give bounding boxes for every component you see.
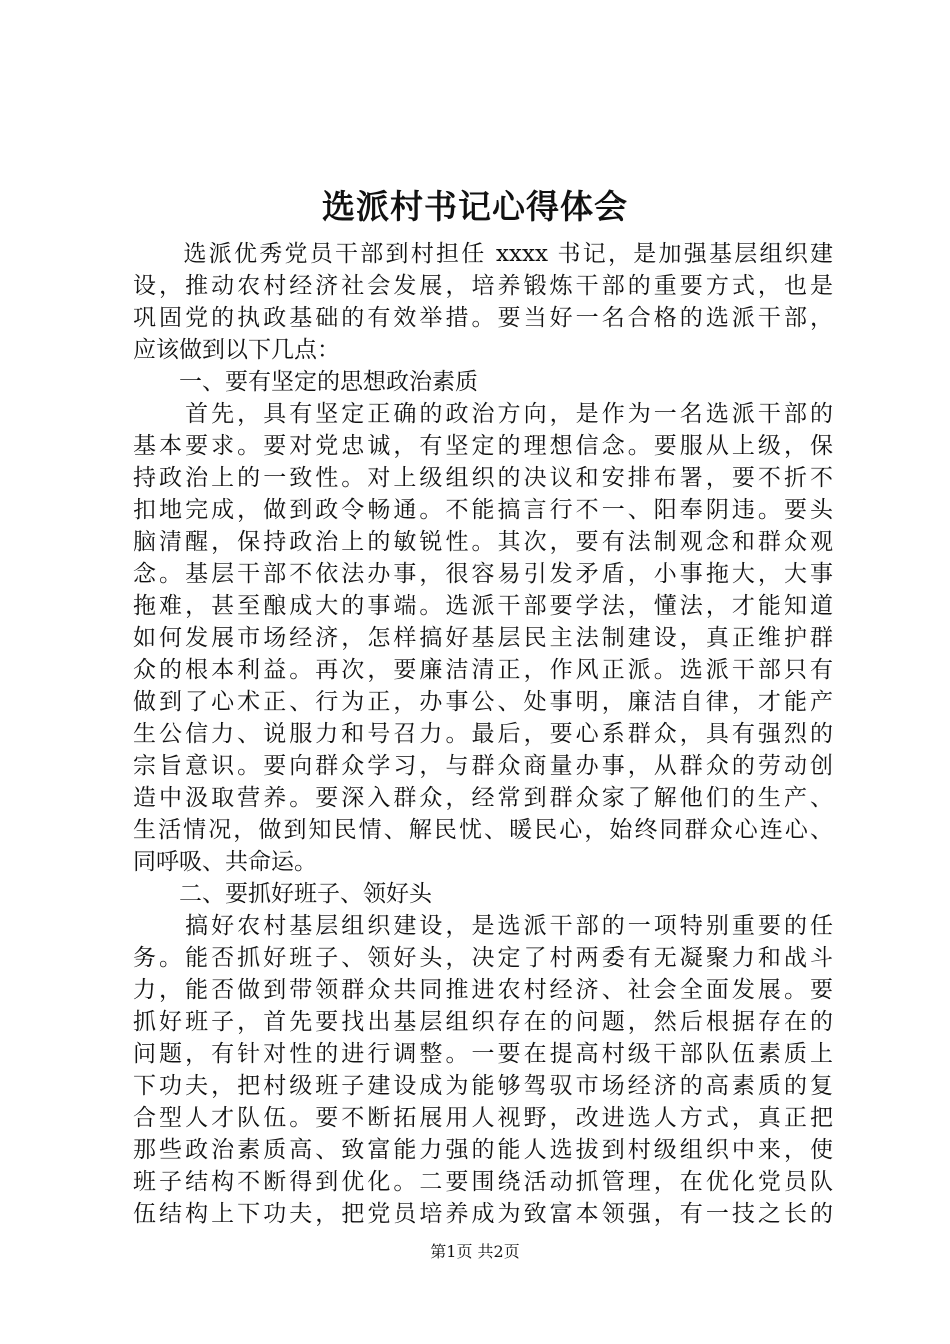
document-title: 选派村书记心得体会 [322,187,628,226]
text-line: 伍结构上下功夫，把党员培养成为致富本领强，有一技之长的 [133,1201,833,1227]
text-line: 宗旨意识。要向群众学习，与群众商量办事，从群众的劳动创 [133,753,833,779]
text-line: 巩固党的执政基础的有效举措。要当好一名合格的选派干部， [133,305,833,331]
text-line: 下功夫，把村级班子建设成为能够驾驭市场经济的高素质的复 [133,1073,833,1099]
text-line: 合型人才队伍。要不断拓展用人视野，改进选人方式，真正把 [133,1105,833,1131]
text-line: 力，能否做到带领群众共同推进农村经济、社会全面发展。要 [133,977,833,1003]
text-line: 拖难，甚至酿成大的事端。选派干部要学法，懂法，才能知道 [133,593,833,619]
text-line: 问题，有针对性的进行调整。一要在提高村级干部队伍素质上 [133,1041,833,1067]
text-line: 念。基层干部不依法办事，很容易引发矛盾，小事拖大，大事 [133,561,833,587]
text-line: 脑清醒，保持政治上的敏锐性。其次，要有法制观念和群众观 [133,529,833,555]
text-line: 设，推动农村经济社会发展，培养锻炼干部的重要方式，也是 [133,273,833,299]
text-line: 班子结构不断得到优化。二要围绕活动抓管理，在优化党员队 [133,1169,833,1195]
text-line: 做到了心术正、行为正，办事公、处事明，廉洁自律，才能产 [133,689,833,715]
page-footer: 第1页 共2页 [430,1242,520,1261]
text-line: 生公信力、说服力和号召力。最后，要心系群众，具有强烈的 [133,721,833,747]
document-body [133,238,833,1230]
text-line: 众的根本利益。再次，要廉洁清正，作风正派。选派干部只有 [133,657,833,683]
section-heading: 一、要有坚定的思想政治素质 [133,369,478,395]
text-line: 务。能否抓好班子、领好头，决定了村两委有无凝聚力和战斗 [133,945,833,971]
text-line: 应该做到以下几点： [133,337,340,363]
text-line: 基本要求。要对党忠诚，有坚定的理想信念。要服从上级，保 [133,433,833,459]
text-line: 抓好班子，首先要找出基层组织存在的问题，然后根据存在的 [133,1009,833,1035]
text-line: 首先，具有坚定正确的政治方向，是作为一名选派干部的 [133,401,833,427]
text-line: 那些政治素质高、致富能力强的能人选拔到村级组织中来，使 [133,1137,833,1163]
text-line: 生活情况，做到知民情、解民忧、暖民心，始终同群众心连心、 [133,817,833,843]
text-line: 扣地完成，做到政令畅通。不能搞言行不一、阳奉阴违。要头 [133,497,833,523]
text-line: 如何发展市场经济，怎样搞好基层民主法制建设，真正维护群 [133,625,833,651]
text-line: 造中汲取营养。要深入群众，经常到群众家了解他们的生产、 [133,785,833,811]
text-line: 搞好农村基层组织建设，是选派干部的一项特别重要的任 [133,913,833,939]
section-heading: 二、要抓好班子、领好头 [133,881,432,907]
text-line: 同呼吸、共命运。 [133,849,317,875]
text-line: 选派优秀党员干部到村担任 xxxx 书记，是加强基层组织建 [133,241,833,267]
text-line: 持政治上的一致性。对上级组织的决议和安排布署，要不折不 [133,465,833,491]
